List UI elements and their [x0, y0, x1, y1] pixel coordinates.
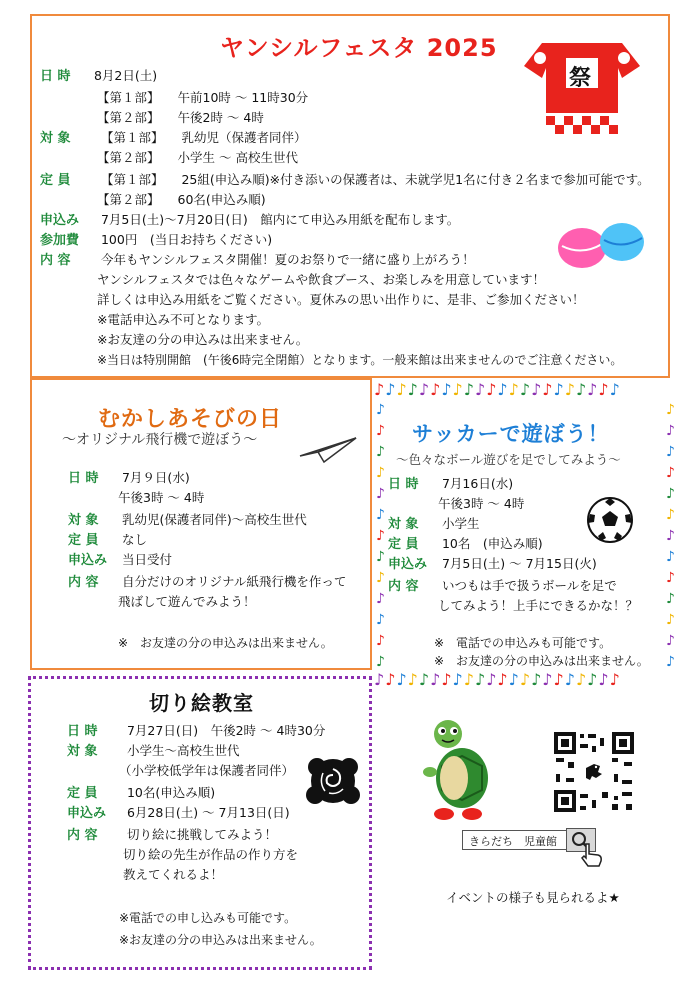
festa-content-line: ヤンシルフェスタでは色々なゲームや飲食ブース、お楽しみを用意しています！: [97, 272, 546, 287]
mukashi-section: [30, 378, 372, 670]
soccer-ball-icon: [586, 496, 634, 544]
festa-cap1: 25組(申込み順)※付き添いの保護者は、未就学児1名に付き２名まで参加可能です。: [181, 172, 650, 187]
mukashi-content: 自分だけのオリジナル紙飛行機を作って: [121, 574, 347, 589]
kirie-date: 7月27日(日) 午後2時 ～ 4時30分: [126, 723, 326, 738]
festa-target2-part: 【第２部】: [97, 150, 160, 165]
soccer-content-label: 内 容: [388, 579, 419, 594]
soccer-apply-label: 申込み: [388, 557, 428, 572]
qr-code[interactable]: [552, 730, 636, 814]
mukashi-subtitle: ～オリジナル飛行機で遊ぼう～: [62, 432, 258, 448]
mukashi-capacity-label: 定 員: [68, 533, 99, 548]
festa-apply: 7月5日(土)～7月20日(日) 館内にて申込み用紙を配布します。: [100, 212, 460, 227]
soccer-date-label: 日 時: [388, 477, 419, 492]
festa-content-line: 今年もヤンシルフェスタ開催！夏のお祭りで一緒に盛り上がろう！: [100, 252, 475, 267]
soccer-time: 午後3時 ～ 4時: [438, 496, 525, 511]
kirie-content: 教えてくれるよ！: [123, 867, 224, 882]
soccer-section: [374, 378, 682, 688]
kirie-content-label: 内 容: [67, 828, 98, 843]
kirie-capacity-label: 定 員: [67, 786, 98, 801]
festa-target1: 乳幼児（保護者同伴）: [181, 130, 307, 145]
mukashi-content-label: 内 容: [68, 575, 99, 590]
search-text: きらだち 児童館: [469, 835, 557, 848]
mukashi-target-label: 対 象: [68, 513, 99, 528]
festa-content-label: 内 容: [40, 253, 71, 268]
mukashi-target: 乳幼児(保護者同伴)～高校生世代: [121, 512, 307, 527]
kirie-capacity: 10名(申込み順): [126, 785, 216, 800]
kirie-content: 切り絵に挑戦してみよう！: [126, 827, 277, 842]
mukashi-apply-label: 申込み: [68, 553, 108, 568]
mukashi-content: 飛ばして遊んでみよう！: [118, 594, 256, 609]
soccer-apply: 7月5日(土) ～ 7月15日(火): [441, 556, 597, 571]
mukashi-apply: 当日受付: [121, 552, 172, 567]
soccer-subtitle: ～色々なボール遊びを足でしてみよう～: [396, 452, 621, 467]
music-notes-bottom-border: ♪♪♪♪♪♪♪♪♪♪♪♪♪♪♪♪♪♪♪♪♪♪: [374, 670, 621, 689]
mukashi-time: 午後3時 ～ 4時: [118, 490, 205, 505]
festa-content-line: 詳しくは申込み用紙をご覧ください。夏休みの思い出作りに、是非、ご参加ください！: [97, 292, 585, 307]
festa-capacity-label: 定 員: [40, 173, 71, 188]
mukashi-date: 7月９日(水): [121, 470, 190, 485]
festa-session2-time: 午後2時 ～ 4時: [177, 110, 264, 125]
soccer-date: 7月16日(水): [441, 476, 514, 491]
caption-text: イベントの様子も見られるよ★: [446, 890, 620, 905]
festa-title: ヤンシルフェスタ 2025: [220, 34, 498, 62]
mukashi-title: むかしあそびの日: [98, 407, 283, 432]
kirie-section: [28, 676, 372, 970]
festa-cap2: 60名(申込み順): [177, 192, 266, 207]
kirie-content: 切り絵の先生が作品の作り方を: [123, 847, 299, 862]
festa-target-label: 対 象: [40, 131, 71, 146]
kirie-target-label: 対 象: [67, 744, 98, 759]
festa-target2: 小学生 ～ 高校生世代: [177, 150, 298, 165]
kirie-date-label: 日 時: [67, 724, 98, 739]
paper-plane-icon: [298, 434, 358, 464]
festa-session1-part: 【第１部】: [97, 90, 160, 105]
festa-cap1-part: 【第１部】: [100, 172, 164, 187]
soccer-target-label: 対 象: [388, 517, 419, 532]
kirie-target-note: （小学校低学年は保護者同伴）: [119, 763, 295, 778]
happi-coat-illustration: [522, 38, 642, 138]
festa-target1-part: 【第１部】: [100, 130, 164, 145]
mukashi-date-label: 日 時: [68, 471, 99, 486]
soccer-target: 小学生: [441, 516, 480, 531]
festa-date-label: 日 時: [40, 69, 71, 84]
music-notes-left-border: ♪ ♪ ♪ ♪ ♪ ♪ ♪ ♪ ♪ ♪ ♪ ♪ ♪: [376, 402, 385, 670]
kirie-note: ※お友達の分の申込みは出来ません。: [119, 933, 322, 947]
mukashi-note: ※ お友達の分の申込みは出来ません。: [118, 636, 333, 650]
festa-section: [30, 14, 670, 378]
soccer-note: ※ お友達の分の申込みは出来ません。: [434, 654, 649, 668]
music-notes-right-border: ♪ ♪ ♪ ♪ ♪ ♪ ♪ ♪ ♪ ♪ ♪ ♪ ♪: [666, 402, 675, 670]
festa-cap2-part: 【第２部】: [97, 192, 160, 207]
mukashi-capacity: なし: [121, 532, 147, 547]
turtle-mascot: [412, 716, 502, 826]
soccer-note: ※ 電話での申込みも可能です。: [434, 636, 612, 650]
kirie-note: ※電話での申し込みも可能です。: [119, 911, 297, 925]
music-notes-top-border: ♪♪♪♪♪♪♪♪♪♪♪♪♪♪♪♪♪♪♪♪♪♪: [374, 380, 621, 399]
happi-coat-character: 祭: [569, 66, 592, 91]
kirie-apply: 6月28日(土) ～ 7月13日(日): [126, 805, 290, 820]
festa-apply-label: 申込み: [40, 213, 80, 228]
soccer-capacity-label: 定 員: [388, 537, 419, 552]
kirie-title: 切り絵教室: [149, 691, 254, 715]
soccer-capacity: 10名 (申込み順): [441, 536, 543, 551]
soccer-content: してみよう！上手にできるかな！？: [438, 598, 639, 613]
festa-fee-label: 参加費: [40, 233, 80, 248]
festa-fee: 100円 (当日お持ちください): [100, 232, 273, 247]
festa-note-line: ※当日は特別開館 (午後6時完全閉館）となります。一般来館は出来ませんのでご注意ください。: [97, 353, 623, 367]
paper-cut-rose-icon: [303, 753, 363, 813]
kirie-apply-label: 申込み: [67, 806, 107, 821]
pointer-hand-icon: [578, 842, 604, 868]
festa-date: 8月2日(土): [93, 68, 158, 83]
festa-session1-time: 午前10時 ～ 11時30分: [177, 90, 309, 105]
soccer-content: いつもは手で扱うボールを足で: [441, 578, 617, 593]
festa-session2-part: 【第２部】: [97, 110, 160, 125]
kirie-target: 小学生～高校生世代: [126, 743, 240, 758]
yoyo-balloons-illustration: [552, 216, 652, 276]
soccer-title: サッカーで遊ぼう！: [412, 422, 610, 446]
festa-note-line: ※お友達の分の申込みは出来ません。: [97, 332, 309, 347]
festa-note-line: ※電話申込み不可となります。: [97, 312, 269, 327]
